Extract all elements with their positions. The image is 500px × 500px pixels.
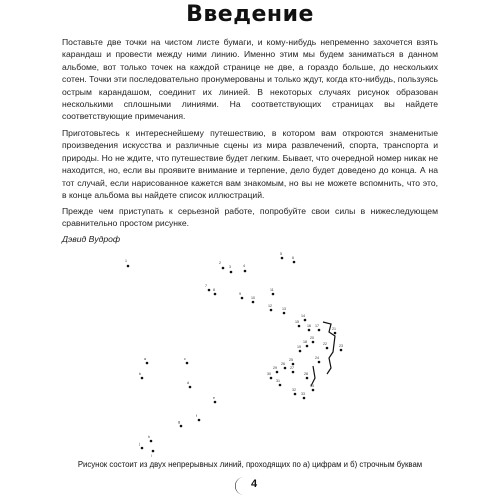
intro-paragraph-3: Прежде чем приступать к серьезной работе, попробуйте свои силы в нижеследующем сравнительно простом рисунке. bbox=[62, 206, 438, 229]
svg-text:33: 33 bbox=[301, 392, 305, 396]
svg-text:20: 20 bbox=[310, 336, 314, 340]
svg-text:j: j bbox=[139, 442, 140, 446]
svg-text:5: 5 bbox=[280, 252, 282, 256]
svg-text:32: 32 bbox=[292, 388, 296, 392]
svg-text:1: 1 bbox=[125, 259, 127, 263]
svg-text:8: 8 bbox=[213, 288, 215, 292]
svg-text:4: 4 bbox=[243, 264, 245, 268]
svg-text:e: e bbox=[213, 396, 215, 400]
svg-text:18: 18 bbox=[303, 340, 307, 344]
svg-text:11: 11 bbox=[270, 288, 274, 292]
svg-text:30: 30 bbox=[267, 372, 271, 376]
svg-text:15: 15 bbox=[295, 320, 299, 324]
svg-text:16: 16 bbox=[307, 324, 311, 328]
svg-text:29: 29 bbox=[273, 366, 277, 370]
svg-text:31: 31 bbox=[276, 379, 280, 383]
intro-paragraph-2: Приготовьтесь к интереснейшему путешествию, в котором вам откроются знаменитые произведения искусства и различные сцены из мира развлечений, спорта, транспорта и природы. Но не ждите, что путешествие будет легким. Бывает, что очередной номер никак не находится, но, если вы проявите внимание и терпение, дело будет доведено до конца. А на тот случай, если нарисованное кажется вам знакомым, но вы не можете вспомнить, что это, в конце альбома вы найдете список иллюстраций. bbox=[62, 128, 438, 201]
svg-text:21: 21 bbox=[332, 327, 336, 331]
svg-text:7: 7 bbox=[205, 284, 207, 288]
svg-text:23: 23 bbox=[339, 344, 343, 348]
svg-text:d: d bbox=[187, 381, 189, 385]
svg-text:3: 3 bbox=[229, 265, 231, 269]
page-number: 4 bbox=[250, 478, 258, 490]
svg-text:9: 9 bbox=[239, 292, 241, 296]
svg-text:25: 25 bbox=[289, 358, 293, 362]
illustration-caption: Рисунок состоит из двух непрерывных линий, проходящих по а) цифрам и б) строчным буквам bbox=[77, 460, 423, 469]
svg-text:22: 22 bbox=[323, 342, 327, 346]
svg-text:26: 26 bbox=[281, 362, 285, 366]
svg-text:24: 24 bbox=[315, 356, 319, 360]
svg-text:19: 19 bbox=[297, 345, 301, 349]
page-footer bbox=[232, 476, 266, 496]
dot-puzzle-illustration bbox=[95, 250, 415, 460]
author-signature: Дэвид Вудроф bbox=[62, 234, 121, 244]
svg-text:12: 12 bbox=[268, 304, 272, 308]
svg-text:14: 14 bbox=[301, 314, 305, 318]
svg-text:28: 28 bbox=[304, 372, 308, 376]
svg-text:b: b bbox=[139, 372, 141, 376]
svg-text:34: 34 bbox=[310, 384, 314, 388]
svg-text:a: a bbox=[144, 357, 146, 361]
svg-text:g: g bbox=[178, 420, 180, 424]
svg-text:17: 17 bbox=[315, 324, 319, 328]
svg-text:h: h bbox=[148, 435, 150, 439]
svg-text:6: 6 bbox=[292, 256, 294, 260]
svg-text:13: 13 bbox=[282, 307, 286, 311]
svg-text:c: c bbox=[184, 357, 186, 361]
svg-text:2: 2 bbox=[219, 261, 221, 265]
svg-text:i: i bbox=[151, 454, 152, 458]
svg-text:f: f bbox=[196, 414, 197, 418]
svg-text:27: 27 bbox=[290, 366, 294, 370]
page-title: Введение bbox=[186, 2, 314, 27]
intro-paragraph-1: Поставьте две точки на чистом листе бумаги, и кому-нибудь непременно захочется взять карандаш и провести между ними линию. Именно этим мы будем заниматься в данном альбоме, вот только точек на каждой странице не две, а гораздо больше, до нескольких сотен. Точки эти последовательно пронумерованы и только ждут, когда кто-нибудь, пользуясь острым карандашом, соединит их линией. В некоторых случаях рисунок образован несколькими сплошными линиями. На соответствующих страницах вы найдете соответствующие примечания. bbox=[62, 37, 438, 122]
svg-text:10: 10 bbox=[251, 296, 255, 300]
